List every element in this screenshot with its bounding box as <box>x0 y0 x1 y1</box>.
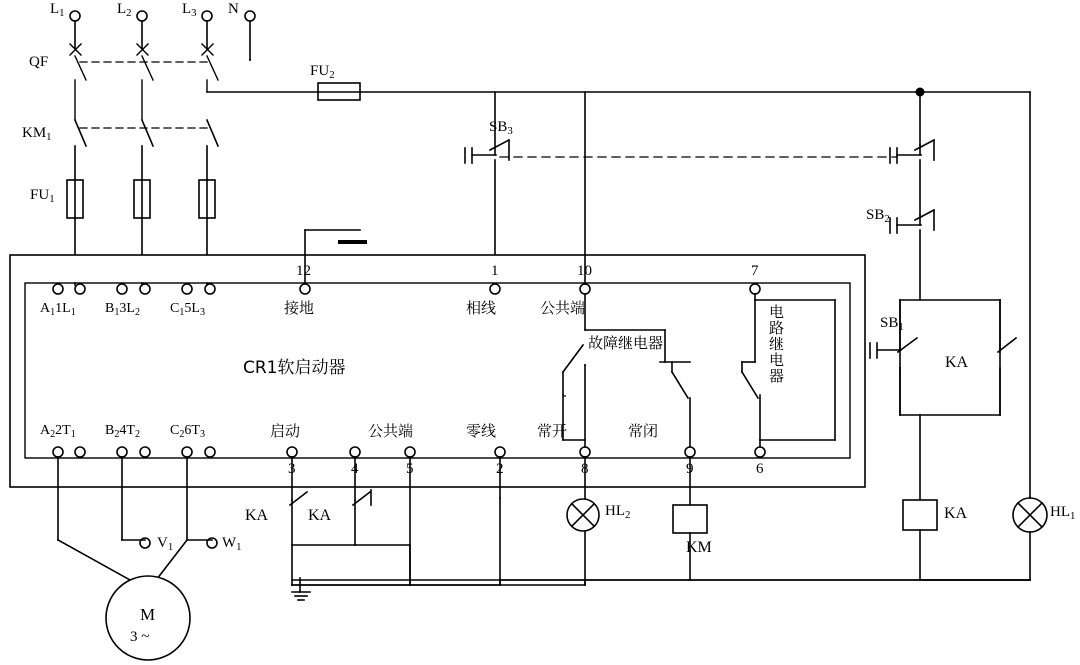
label-motor-phase: 3 ~ <box>130 629 150 645</box>
motor-terminal-W1: $W_1$ <box>222 535 242 554</box>
terminal-number-7: 7 <box>751 263 759 279</box>
input-terminal-A1: $A_11L_1$ <box>40 301 76 318</box>
label-HL2: $HL_2$ <box>605 503 631 522</box>
label-cr1-device: CR1软启动器 <box>243 358 346 378</box>
terminal-L2 <box>137 11 147 21</box>
terminal-N <box>245 11 255 21</box>
motor-terminal-V1: $V_1$ <box>157 535 174 554</box>
ka-coil-box <box>903 500 937 530</box>
label-KA-coil: KA <box>944 505 968 522</box>
terminal-L1 <box>70 11 80 21</box>
input-terminal-C1: $C_15L_3$ <box>170 301 205 318</box>
terminal-label-neutral: 零线 <box>466 422 497 440</box>
terminal-L3 <box>202 11 212 21</box>
label-motor-M: M <box>140 605 156 624</box>
earth-symbol-bottom <box>292 578 310 600</box>
terminal-number-8: 8 <box>581 461 589 477</box>
cr1-body-inner <box>25 283 850 458</box>
output-terminal-A2: $A_22T_1$ <box>40 423 76 440</box>
terminal-number-4: 4 <box>351 461 359 477</box>
hl1-lamp <box>1013 497 1047 580</box>
label-SB1: $SB_1$ <box>880 315 904 334</box>
terminal-number-3: 3 <box>288 461 296 477</box>
terminal-number-6: 6 <box>756 461 764 477</box>
label-KM1: $KM_1$ <box>22 125 52 144</box>
label-KM-coil: KM <box>686 539 712 556</box>
label-KA-contact-1: KA <box>245 507 269 524</box>
terminal-label-nc: 常闭 <box>628 422 659 440</box>
label-FU1: $FU_1$ <box>30 187 55 206</box>
terminal-number-1: 1 <box>491 263 499 279</box>
output-terminal-B2: $B_24T_2$ <box>105 423 140 440</box>
label-KA-contact-2: KA <box>308 507 332 524</box>
label-HL1: $HL_1$ <box>1050 504 1076 523</box>
terminal-label-common-top: 公共端 <box>540 299 586 317</box>
km1-contactor <box>75 120 218 180</box>
label-L2: $L_2$ <box>117 1 132 20</box>
label-SB3: $SB_3$ <box>489 119 513 138</box>
terminal-label-start: 启动 <box>270 422 301 440</box>
label-N: N <box>228 1 239 17</box>
output-terminal-C2: $C_26T_3$ <box>170 423 205 440</box>
terminal-label-no: 常开 <box>537 422 568 440</box>
label-fault-relay: 故障继电器 <box>588 334 664 352</box>
terminal-number-10: 10 <box>577 263 592 279</box>
input-terminal-B1: $B_13L_2$ <box>105 301 140 318</box>
label-L3: $L_3$ <box>182 1 197 20</box>
label-SB2: $SB_2$ <box>866 207 890 226</box>
terminal-number-9: 9 <box>686 461 694 477</box>
terminal-label-common-bottom: 公共端 <box>368 422 414 440</box>
terminal-number-12: 12 <box>296 263 311 279</box>
terminal-number-5: 5 <box>406 461 414 477</box>
label-FU2: $FU_2$ <box>310 63 335 82</box>
label-L1: $L_1$ <box>50 1 65 20</box>
terminal-label-earth: 接地 <box>284 299 315 317</box>
sb2-button <box>890 140 934 300</box>
label-KA-branch: KA <box>945 354 969 371</box>
terminal-number-2: 2 <box>496 461 504 477</box>
label-circuit-relay: 电路继电器 <box>767 304 785 384</box>
label-QF: QF <box>29 54 49 70</box>
qf-breaker <box>70 44 218 120</box>
terminal-label-line: 相线 <box>466 299 497 317</box>
